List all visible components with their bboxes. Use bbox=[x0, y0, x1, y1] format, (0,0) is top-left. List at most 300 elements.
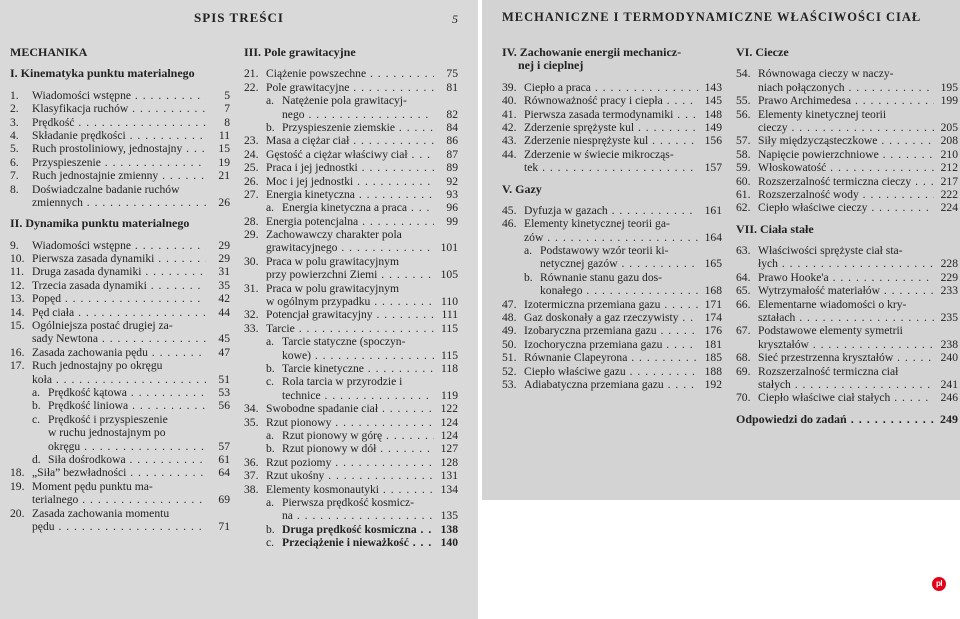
entry-number: 23. bbox=[244, 134, 259, 148]
entry-title: Rzut pionowy w górę . . . bbox=[282, 429, 434, 442]
entry-number: 30. bbox=[244, 254, 259, 268]
toc-entry bbox=[244, 456, 458, 469]
entry-number: 5. bbox=[10, 142, 19, 156]
entry-number: 44. bbox=[502, 147, 517, 161]
toc-entry bbox=[244, 442, 458, 455]
entry-title: Prawo Archimedesa . . . bbox=[758, 94, 934, 107]
entry-page-number: 165 bbox=[702, 257, 722, 270]
entry-page-number: 57 bbox=[215, 440, 230, 453]
section-heading: VII. Ciała stałe bbox=[736, 221, 814, 236]
entry-title: niach połączonych . . . bbox=[758, 81, 934, 94]
entry-page-number: 110 bbox=[438, 295, 458, 308]
toc-entry bbox=[736, 338, 958, 351]
entry-title: Równanie Clapeyrona . . . bbox=[524, 351, 698, 364]
entry-title: Ciepło właściwe ciał stałych . . . bbox=[758, 391, 934, 404]
entry-title: Dyfuzja w gazach . . . bbox=[524, 204, 698, 217]
entry-number: 28. bbox=[244, 214, 259, 228]
entry-title: łych . . . bbox=[758, 257, 934, 270]
entry-page-number: 145 bbox=[702, 94, 722, 107]
toc-entry bbox=[502, 148, 722, 161]
toc-entry bbox=[502, 284, 722, 297]
toc-entry bbox=[244, 349, 458, 362]
toc-entry bbox=[502, 94, 722, 107]
spacer bbox=[736, 59, 958, 67]
entry-title: Rozszerzalność termiczna ciał bbox=[758, 364, 899, 378]
entry-number: 49. bbox=[502, 324, 517, 338]
toc-entry bbox=[244, 108, 458, 121]
entry-page-number: 249 bbox=[937, 413, 958, 426]
entry-page-number: 21 bbox=[215, 169, 230, 182]
toc-entry bbox=[244, 161, 458, 174]
toc-entry bbox=[502, 161, 722, 174]
entry-title: Pierwsza prędkość kosmicz- bbox=[282, 495, 414, 509]
toc-column-2 bbox=[244, 46, 458, 549]
spacer bbox=[502, 73, 722, 81]
entry-number: 47. bbox=[502, 297, 517, 311]
subentry-letter: a. bbox=[266, 335, 275, 349]
entry-number: 16. bbox=[10, 345, 25, 359]
toc-entry bbox=[736, 284, 958, 297]
toc-entry bbox=[502, 244, 722, 257]
entry-number: 11. bbox=[10, 265, 25, 279]
entry-title: Praca w polu grawitacyjnym bbox=[266, 254, 399, 268]
entry-page-number: 134 bbox=[438, 483, 458, 496]
toc-entry bbox=[244, 228, 458, 241]
toc-entry bbox=[244, 402, 458, 415]
entry-title: Sieć przestrzenna kryształów . . . bbox=[758, 351, 934, 364]
entry-title: Równowaga cieczy w naczy- bbox=[758, 67, 894, 81]
entry-title: kryształów . . . bbox=[758, 338, 934, 351]
entry-number: 39. bbox=[502, 80, 517, 94]
entry-number: 57. bbox=[736, 134, 751, 148]
entry-title: koła . . . bbox=[32, 373, 206, 386]
toc-entry bbox=[736, 201, 958, 214]
subentry-letter: c. bbox=[266, 536, 275, 550]
entry-title: Praca i jej jednostki . . . bbox=[266, 161, 434, 174]
entry-number: 26. bbox=[244, 174, 259, 188]
entry-title: Gęstość a ciężar właściwy ciał . . . bbox=[266, 148, 434, 161]
entry-title: Zderzenie niesprężyste kul . . . bbox=[524, 134, 698, 147]
entry-page-number: 188 bbox=[702, 365, 722, 378]
toc-entry bbox=[10, 142, 230, 155]
entry-title: Izochoryczna przemiana gazu . . . bbox=[524, 338, 698, 351]
toc-entry bbox=[10, 466, 230, 479]
subentry-letter: a. bbox=[266, 94, 275, 108]
entry-number: 56. bbox=[736, 107, 751, 121]
entry-title: w ruchu jednostajnym po bbox=[48, 426, 166, 440]
entry-title: Pole grawitacyjne . . . bbox=[266, 81, 434, 94]
toc-entry bbox=[244, 496, 458, 509]
entry-page-number: 192 bbox=[702, 378, 722, 391]
entry-page-number: 122 bbox=[438, 402, 458, 415]
entry-page-number: 210 bbox=[938, 148, 958, 161]
toc-entry bbox=[244, 175, 458, 188]
entry-title: Rzut poziomy . . . bbox=[266, 456, 434, 469]
entry-number: 24. bbox=[244, 147, 259, 161]
entry-page-number: 118 bbox=[438, 362, 458, 375]
entry-number: 52. bbox=[502, 364, 517, 378]
toc-column-4 bbox=[736, 46, 958, 426]
entry-title: Równoważność pracy i ciepła . . . bbox=[524, 94, 698, 107]
entry-title: „Siła” bezwładności . . . bbox=[32, 466, 206, 479]
entry-title: Tarcie kinetyczne . . . bbox=[282, 362, 434, 375]
entry-page-number: 15 bbox=[215, 142, 230, 155]
entry-title: Adiabatyczna przemiana gazu . . . bbox=[524, 378, 698, 391]
entry-page-number: 111 bbox=[438, 308, 458, 321]
entry-title: Prędkość . . . bbox=[32, 116, 206, 129]
entry-page-number: 93 bbox=[443, 188, 458, 201]
toc-entry bbox=[244, 241, 458, 254]
toc-entry bbox=[736, 271, 958, 284]
toc-entry bbox=[736, 413, 958, 426]
toc-entry bbox=[502, 378, 722, 391]
entry-number: 29. bbox=[244, 228, 259, 242]
entry-page-number: 168 bbox=[702, 284, 722, 297]
entry-title: Ruch prostoliniowy, jednostajny . . . bbox=[32, 142, 206, 155]
toc-entry bbox=[502, 338, 722, 351]
toc-entry bbox=[244, 201, 458, 214]
entry-number: 15. bbox=[10, 319, 25, 333]
toc-entry bbox=[736, 94, 958, 107]
toc-entry bbox=[244, 523, 458, 536]
entry-title: Elementy kosmonautyki . . . bbox=[266, 483, 434, 496]
entry-title: grawitacyjnego . . . bbox=[266, 241, 434, 254]
entry-number: 3. bbox=[10, 115, 19, 129]
toc-entry bbox=[244, 268, 458, 281]
entry-title: Prędkość liniowa . . . bbox=[48, 399, 206, 412]
entry-number: 22. bbox=[244, 80, 259, 94]
entry-number: 20. bbox=[10, 506, 25, 520]
entry-number: 35. bbox=[244, 415, 259, 429]
entry-title: Ogólniejsza postać drugiej za- bbox=[32, 319, 173, 333]
entry-title: w ogólnym przypadku . . . bbox=[266, 295, 434, 308]
entry-title: cieczy . . . bbox=[758, 121, 934, 134]
entry-title: Zasada zachowania pędu . . . bbox=[32, 346, 206, 359]
entry-title: Elementy kinetycznej teorii bbox=[758, 107, 887, 121]
entry-page-number: 157 bbox=[702, 161, 722, 174]
entry-number: 2. bbox=[10, 102, 19, 116]
subentry-letter: a. bbox=[266, 495, 275, 509]
toc-entry bbox=[244, 121, 458, 134]
entry-number: 69. bbox=[736, 364, 751, 378]
entry-title: Ciepło a praca . . . bbox=[524, 81, 698, 94]
toc-entry bbox=[10, 156, 230, 169]
entry-page-number: 156 bbox=[702, 134, 722, 147]
entry-page-number: 61 bbox=[215, 453, 230, 466]
entry-title: Energia kinetyczna . . . bbox=[266, 188, 434, 201]
entry-page-number: 171 bbox=[702, 298, 722, 311]
entry-number: 6. bbox=[10, 155, 19, 169]
subentry-letter: a. bbox=[32, 385, 41, 399]
entry-title: Ruch jednostajnie zmienny . . . bbox=[32, 169, 206, 182]
toc-entry bbox=[244, 509, 458, 522]
entry-number: 63. bbox=[736, 244, 751, 258]
entry-number: 43. bbox=[502, 134, 517, 148]
entry-number: 53. bbox=[502, 377, 517, 391]
entry-page-number: 51 bbox=[215, 373, 230, 386]
subentry-letter: a. bbox=[524, 244, 533, 258]
toc-entry bbox=[10, 453, 230, 466]
entry-page-number: 44 bbox=[215, 306, 230, 319]
entry-title: Równanie stanu gazu dos- bbox=[540, 270, 663, 284]
toc-entry bbox=[736, 324, 958, 337]
toc-entry bbox=[10, 507, 230, 520]
toc-entry bbox=[502, 81, 722, 94]
entry-title: kowe) . . . bbox=[282, 349, 434, 362]
entry-number: 58. bbox=[736, 147, 751, 161]
entry-title: Odpowiedzi do zadań . . . bbox=[736, 413, 934, 426]
entry-title: Przyspieszenie . . . bbox=[32, 156, 206, 169]
entry-page-number: 87 bbox=[443, 148, 458, 161]
toc-entry bbox=[10, 89, 230, 102]
entry-page-number: 238 bbox=[938, 338, 958, 351]
section-heading: VI. Ciecze bbox=[736, 45, 789, 59]
entry-title: Energia kinetyczna a praca . . . bbox=[282, 201, 434, 214]
subentry-letter: b. bbox=[266, 361, 275, 375]
entry-page-number: 217 bbox=[938, 175, 958, 188]
entry-title: Podstawowe elementy symetrii bbox=[758, 324, 903, 338]
entry-page-number: 228 bbox=[938, 257, 958, 270]
toc-entry bbox=[736, 121, 958, 134]
entry-number: 8. bbox=[10, 182, 19, 196]
entry-title: Gaz doskonały a gaz rzeczywisty . . . bbox=[524, 311, 698, 324]
toc-entry bbox=[10, 346, 230, 359]
entry-number: 38. bbox=[244, 482, 259, 496]
entry-page-number: 81 bbox=[443, 81, 458, 94]
entry-title: Składanie prędkości . . . bbox=[32, 129, 206, 142]
spacer bbox=[10, 231, 230, 239]
spacer bbox=[10, 81, 230, 89]
entry-number: 64. bbox=[736, 270, 751, 284]
toc-entry bbox=[736, 81, 958, 94]
entry-page-number: 233 bbox=[938, 284, 958, 297]
entry-number: 68. bbox=[736, 351, 751, 365]
entry-number: 41. bbox=[502, 107, 517, 121]
toc-entry bbox=[244, 416, 458, 429]
entry-title: Elementarne wiadomości o kry- bbox=[758, 297, 907, 311]
entry-page-number: 135 bbox=[438, 509, 458, 522]
entry-title: Tarcie statyczne (spoczyn- bbox=[282, 335, 406, 349]
entry-page-number: 35 bbox=[215, 279, 230, 292]
toc-entry bbox=[10, 196, 230, 209]
entry-title: Klasyfikacja ruchów . . . bbox=[32, 102, 206, 115]
toc-entry bbox=[736, 108, 958, 121]
subentry-letter: a. bbox=[266, 201, 275, 215]
entry-title: Napięcie powierzchniowe . . . bbox=[758, 148, 934, 161]
entry-page-number: 115 bbox=[438, 322, 458, 335]
entry-title: nego . . . bbox=[282, 108, 434, 121]
entry-page-number: 7 bbox=[221, 102, 230, 115]
entry-page-number: 53 bbox=[215, 386, 230, 399]
subentry-letter: b. bbox=[524, 270, 533, 284]
entry-page-number: 26 bbox=[215, 196, 230, 209]
toc-entry bbox=[736, 161, 958, 174]
entry-number: 65. bbox=[736, 284, 751, 298]
toc-entry bbox=[10, 480, 230, 493]
toc-entry bbox=[244, 469, 458, 482]
entry-page-number: 128 bbox=[438, 456, 458, 469]
toc-entry bbox=[244, 308, 458, 321]
entry-title: zów . . . bbox=[524, 231, 698, 244]
toc-entry bbox=[10, 319, 230, 332]
entry-number: 4. bbox=[10, 128, 19, 142]
entry-page-number: 181 bbox=[702, 338, 722, 351]
entry-number: 21. bbox=[244, 67, 259, 81]
entry-title: Zasada zachowania momentu bbox=[32, 506, 170, 520]
toc-entry bbox=[10, 520, 230, 533]
entry-title: Izotermiczna przemiana gazu . . . bbox=[524, 298, 698, 311]
entry-page-number: 19 bbox=[215, 156, 230, 169]
entry-title: Energia potencjalna . . . bbox=[266, 215, 434, 228]
entry-page-number: 174 bbox=[702, 311, 722, 324]
spacer bbox=[244, 59, 458, 67]
entry-title: Tarcie . . . bbox=[266, 322, 434, 335]
entry-page-number: 64 bbox=[215, 466, 230, 479]
entry-number: 61. bbox=[736, 187, 751, 201]
section-heading: IV. Zachowanie energii mechanicz- bbox=[502, 45, 682, 59]
section-heading: nej i cieplnej bbox=[518, 58, 584, 73]
toc-entry bbox=[10, 373, 230, 386]
toc-entry bbox=[736, 188, 958, 201]
entry-title: Rzut ukośny . . . bbox=[266, 469, 434, 482]
entry-page-number: 84 bbox=[443, 121, 458, 134]
entry-number: 36. bbox=[244, 455, 259, 469]
section-heading: III. Pole grawitacyjne bbox=[244, 45, 356, 59]
toc-column-1 bbox=[10, 46, 230, 533]
toc-entry bbox=[736, 175, 958, 188]
toc-entry bbox=[502, 311, 722, 324]
entry-title: Ciążenie powszechne . . . bbox=[266, 67, 434, 80]
entry-page-number: 82 bbox=[443, 108, 458, 121]
entry-number: 25. bbox=[244, 161, 259, 175]
toc-entry bbox=[736, 244, 958, 257]
entry-page-number: 127 bbox=[438, 442, 458, 455]
right-page-title: MECHANICZNE I TERMODYNAMICZNE WŁAŚCIWOŚCI CIAŁ bbox=[502, 10, 922, 24]
toc-entry bbox=[10, 169, 230, 182]
entry-title: Druga zasada dynamiki . . . bbox=[32, 265, 206, 278]
entry-title: Moc i jej jednostki . . . bbox=[266, 175, 434, 188]
entry-title: Natężenie pola grawitacyj- bbox=[282, 94, 407, 108]
subentry-letter: d. bbox=[32, 452, 41, 466]
entry-number: 48. bbox=[502, 311, 517, 325]
right-page bbox=[482, 0, 960, 500]
spacer bbox=[502, 196, 722, 204]
entry-page-number: 29 bbox=[215, 252, 230, 265]
toc-entry bbox=[244, 295, 458, 308]
entry-page-number: 29 bbox=[215, 239, 230, 252]
entry-number: 18. bbox=[10, 466, 25, 480]
entry-title: konałego . . . bbox=[540, 284, 698, 297]
entry-page-number: 212 bbox=[938, 161, 958, 174]
toc-entry bbox=[244, 375, 458, 388]
toc-entry bbox=[736, 148, 958, 161]
toc-entry bbox=[10, 440, 230, 453]
entry-title: Prędkość kątowa . . . bbox=[48, 386, 206, 399]
toc-entry bbox=[502, 271, 722, 284]
entry-title: pędu . . . bbox=[32, 520, 206, 533]
entry-title: terialnego . . . bbox=[32, 493, 206, 506]
subentry-letter: a. bbox=[266, 428, 275, 442]
entry-number: 46. bbox=[502, 217, 517, 231]
entry-number: 31. bbox=[244, 281, 259, 295]
toc-entry bbox=[502, 351, 722, 364]
entry-page-number: 240 bbox=[938, 351, 958, 364]
subentry-letter: b. bbox=[266, 442, 275, 456]
entry-page-number: 143 bbox=[702, 81, 722, 94]
toc-entry bbox=[10, 359, 230, 372]
entry-title: Ciepło właściwe cieczy . . . bbox=[758, 201, 934, 214]
entry-title: Ruch jednostajny po okręgu bbox=[32, 359, 163, 373]
entry-number: 10. bbox=[10, 252, 25, 266]
entry-page-number: 56 bbox=[215, 399, 230, 412]
entry-title: Wiadomości wstępne . . . bbox=[32, 239, 206, 252]
toc-entry bbox=[736, 257, 958, 270]
toc-entry bbox=[502, 231, 722, 244]
toc-entry bbox=[10, 239, 230, 252]
entry-title: Ciepło właściwe gazu . . . bbox=[524, 365, 698, 378]
entry-page-number: 47 bbox=[215, 346, 230, 359]
toc-column-3 bbox=[502, 46, 722, 391]
entry-title: Doświadczalne badanie ruchów bbox=[32, 182, 180, 196]
entry-page-number: 224 bbox=[938, 201, 958, 214]
entry-page-number: 149 bbox=[702, 121, 722, 134]
entry-page-number: 229 bbox=[938, 271, 958, 284]
toc-entry bbox=[10, 265, 230, 278]
entry-number: 50. bbox=[502, 337, 517, 351]
toc-entry bbox=[502, 108, 722, 121]
section-heading: MECHANIKA bbox=[10, 45, 88, 59]
subentry-letter: b. bbox=[266, 522, 275, 536]
entry-title: tek . . . bbox=[524, 161, 698, 174]
entry-page-number: 119 bbox=[438, 389, 458, 402]
entry-page-number: 96 bbox=[443, 201, 458, 214]
entry-title: Wytrzymałość materiałów . . . bbox=[758, 284, 934, 297]
toc-entry bbox=[10, 292, 230, 305]
left-page bbox=[0, 0, 478, 619]
entry-number: 40. bbox=[502, 94, 517, 108]
entry-number: 12. bbox=[10, 278, 25, 292]
entry-title: na . . . bbox=[282, 509, 434, 522]
entry-number: 45. bbox=[502, 203, 517, 217]
entry-page-number: 11 bbox=[216, 129, 230, 142]
toc-entry bbox=[736, 67, 958, 80]
subentry-letter: b. bbox=[266, 120, 275, 134]
left-page-number: 5 bbox=[452, 12, 458, 26]
toc-entry bbox=[502, 121, 722, 134]
entry-number: 42. bbox=[502, 120, 517, 134]
entry-page-number: 199 bbox=[938, 94, 958, 107]
toc-entry bbox=[244, 215, 458, 228]
entry-page-number: 131 bbox=[438, 469, 458, 482]
entry-number: 27. bbox=[244, 187, 259, 201]
entry-page-number: 195 bbox=[938, 81, 958, 94]
entry-number: 51. bbox=[502, 351, 517, 365]
entry-title: stałych . . . bbox=[758, 378, 934, 391]
toc-entry bbox=[10, 116, 230, 129]
toc-entry bbox=[10, 426, 230, 439]
entry-page-number: 138 bbox=[438, 523, 458, 536]
entry-title: Potencjał grawitacyjny . . . bbox=[266, 308, 434, 321]
entry-title: Pierwsza zasada dynamiki . . . bbox=[32, 252, 206, 265]
section-heading: I. Kinematyka punktu materialnego bbox=[10, 66, 195, 81]
toc-entry bbox=[244, 67, 458, 80]
left-page-title: SPIS TREŚCI bbox=[194, 10, 284, 25]
entry-title: Swobodne spadanie ciał . . . bbox=[266, 402, 434, 415]
entry-page-number: 71 bbox=[215, 520, 230, 533]
entry-title: Elementy kinetycznej teorii ga- bbox=[524, 217, 670, 231]
toc-entry bbox=[244, 429, 458, 442]
entry-title: Siły międzycząsteczkowe . . . bbox=[758, 134, 934, 147]
